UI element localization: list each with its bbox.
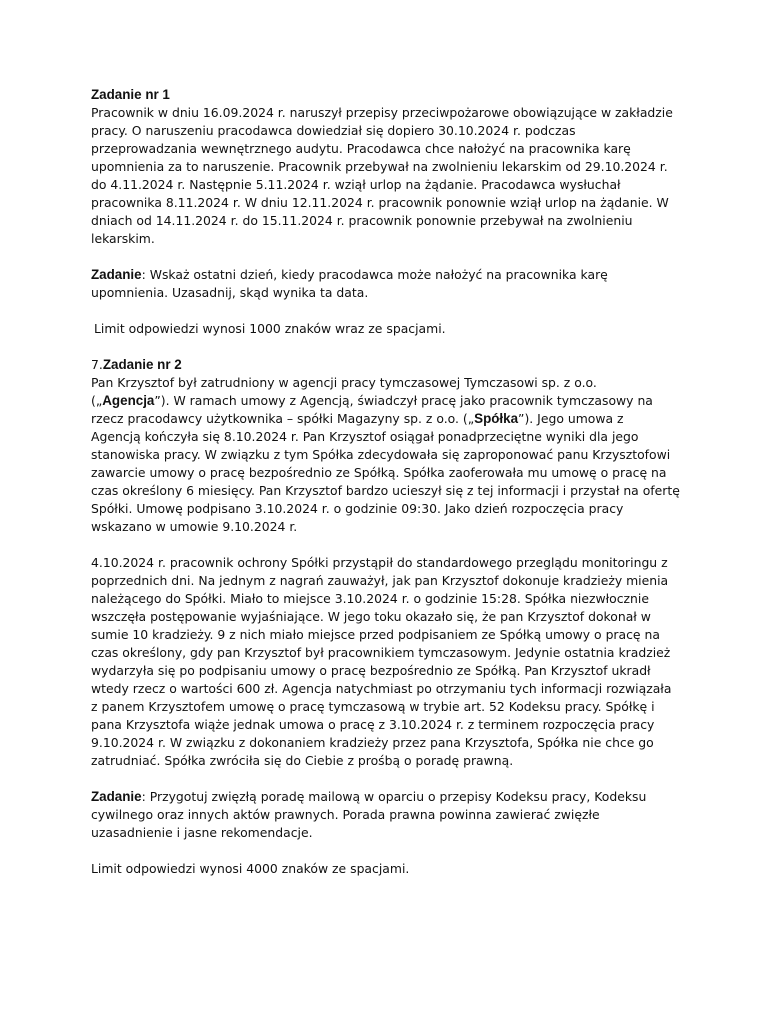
task2-line: stanowiska pracy. W związku z tym Spółka zdecydowała się zaproponować panu Krzysztofowi [91,447,671,462]
task1-line: pracownika 8.11.2024 r. W dniu 12.11.2024 r. pracownik ponownie wziął urlop na żądanie. W [91,195,669,210]
task2-line: należącego do Spółki. Miało to miejsce 3.10.2024 r. o godzinie 15:28. Spółka niezwłocznie [91,591,649,606]
task2-paragraph-1: Pan Krzysztof był zatrudniony w agencji pracy tymczasowej Tymczasowi sp. z o.o. („Agencja”). W ramach umowy z Agencją, świadczył pracę jako pracownik tymczasowy na rzecz pracodawcy użytkownika – spółki Magazyny sp. z o.o. („Spółka”). Jego umowa z Agencją kończyła się 8.10.2024 r. Pan Krzysztof osiągał ponadprzeciętne wyniki dla jego stanowiska pracy. W związku z tym Spółka zdecydowała się zaproponować panu Krzysztofowi zawarcie umowy o pracę bezpośrednio ze Spółką. Spółka zaoferowała mu umowę o pracę na czas określony 6 miesięcy. Pan Krzysztof bardzo ucieszył się z tej informacji i przystał na ofertę Spółki. Umowę podpisano 3.10.2024 r. o godzinie 09:30. Jako dzień rozpoczęcia pracy wskazano w umowie 9.10.2024 r. [91,374,691,536]
task1-task-text: : Wskaż ostatni dzień, kiedy pracodawca może nałożyć na pracownika karę [141,267,608,282]
spacer [91,770,691,788]
spacer [91,536,691,554]
task2-line: wskazano w umowie 9.10.2024 r. [91,519,298,534]
task2-line: Agencją kończyła się 8.10.2024 r. Pan Krzysztof osiągał ponadprzeciętne wyniki dla jego [91,429,639,444]
task2-instruction [91,788,691,842]
task2-line: czas określony 6 miesięcy. Pan Krzysztof bardzo ucieszył się z tej informacji i przystał na ofertę [91,483,680,498]
task1-line: do 4.11.2024 r. Następnie 5.11.2024 r. wziął urlop na żądanie. Pracodawca wysłuchał [91,177,621,192]
task2-line: z panem Krzysztofem umowę o pracę tymczasową w trybie art. 52 Kodeksu pracy. Spółkę i [91,699,655,714]
spacer [91,248,691,266]
task2-line: Pan Krzysztof był zatrudniony w agencji pracy tymczasowej Tymczasowi sp. z o.o. [91,375,597,390]
task2-task-text: : Przygotuj zwięzłą poradę mailową w oparciu o przepisy Kodeksu pracy, Kodeksu [141,789,647,804]
task1-instruction [91,266,691,302]
task2-line: wtedy rzecz o wartości 600 zł. Agencja natychmiast po otrzymaniu tych informacji rozwiązała [91,681,672,696]
task2-line: zawarcie umowy o pracę bezpośrednio ze Spółką. Spółka zaoferowała mu umowę o pracę na [91,465,667,480]
task1-limit: Limit odpowiedzi wynosi 1000 znaków wraz ze spacjami. [94,321,446,336]
document-page [91,86,691,878]
spacer [91,302,691,320]
task2-heading: Zadanie nr 2 [102,357,182,372]
task1-line: lekarskim. [91,231,155,246]
task2-line: sumie 10 kradzieży. 9 z nich miało miejsce przed podpisaniem ze Spółką umowy o pracę na [91,627,660,642]
task2-paragraph-2 [91,554,691,770]
task2-line: wszczęła postępowanie wyjaśniające. W jego toku okazało się, że pan Krzysztof dokonał w [91,609,651,624]
task1-task-text: upomnienia. Uzasadnij, skąd wynika ta data. [91,285,369,300]
task2-line: wydarzyła się po podpisaniu umowy o pracę bezpośrednio ze Spółką. Pan Krzysztof ukradł [91,663,651,678]
task2-task-text: uzasadnienie i jasne rekomendacje. [91,825,313,840]
task2-line: Spółki. Umowę podpisano 3.10.2024 r. o godzinie 09:30. Jako dzień rozpoczęcia pracy [91,501,624,516]
task2-task-label: Zadanie [91,789,142,804]
task1-line: Pracownik w dniu 16.09.2024 r. naruszył przepisy przeciwpożarowe obowiązujące w zakładzie [91,105,673,120]
task1-line: upomnienia za to naruszenie. Pracownik przebywał na zwolnieniu lekarskim od 29.10.2024 r. [91,159,668,174]
task2-task-text: cywilnego oraz innych aktów prawnych. Porada prawna powinna zawierać zwięzłe [91,807,600,822]
task2-line: 4.10.2024 r. pracownik ochrony Spółki przystąpił do standardowego przeglądu monitoringu z [91,555,668,570]
task2-line: czas określony, gdy pan Krzysztof był pracownikiem tymczasowym. Jedynie ostatnia kradzież [91,645,671,660]
task2-heading-row [91,356,691,374]
task2-line: 9.10.2024 r. W związku z dokonaniem kradzieży przez pana Krzysztofa, Spółka nie chce go [91,735,654,750]
task1-task-label: Zadanie [91,267,142,282]
spacer [91,842,691,860]
task2-line: pana Krzysztofa wiąże jednak umowa o pracę z 3.10.2024 r. z terminem rozpoczęcia pracy [91,717,655,732]
task2-line: poprzednich dni. Na jednym z nagrań zauważył, jak pan Krzysztof dokonuje kradzieży mienia [91,573,669,588]
company-term: Spółka [474,411,519,426]
task1-heading: Zadanie nr 1 [91,87,170,102]
spacer [91,338,691,356]
task2-line: zatrudniać. Spółka zwróciła się do Ciebie z prośbą o poradę prawną. [91,753,514,768]
agency-term: Agencja [102,393,155,408]
task1-line: przeprowadzania wewnętrznego audytu. Pracodawca chce nałożyć na pracownika karę [91,141,631,156]
task1-description [91,104,691,248]
task1-line: pracy. O naruszeniu pracodawca dowiedział się dopiero 30.10.2024 r. podczas [91,123,576,138]
task2-limit: Limit odpowiedzi wynosi 4000 znaków ze spacjami. [91,861,410,876]
task1-line: dniach od 14.11.2024 r. do 15.11.2024 r. pracownik ponownie przebywał na zwolnieniu [91,213,633,228]
task2-number-prefix: 7. [91,357,103,372]
